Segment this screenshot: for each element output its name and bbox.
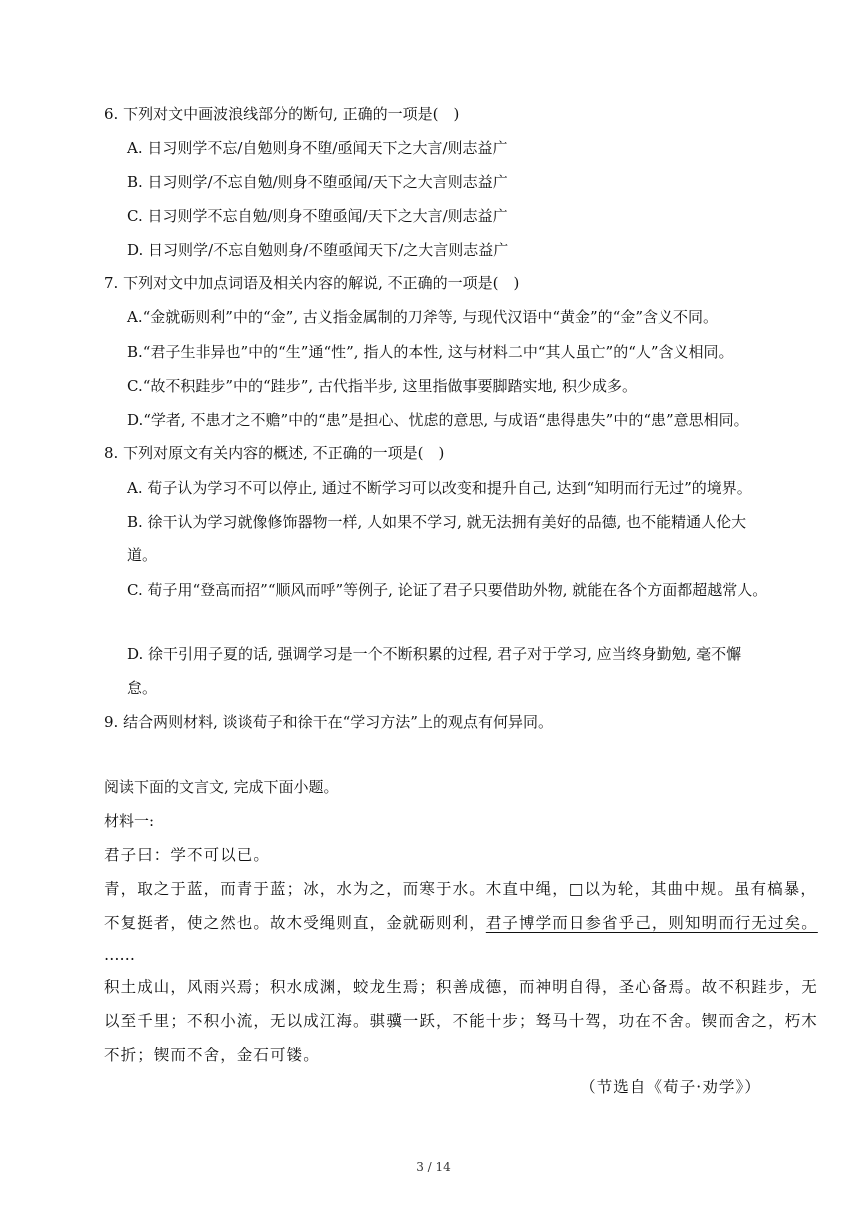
question-7-option-d: D.“学者, 不患才之不赡”中的“患”是担心、忧虑的意思, 与成语“患得患失”中的“患”意思相同。 (127, 411, 749, 429)
question-9-stem: 9. 结合两则材料, 谈谈荀子和徐干在“学习方法”上的观点有何异同。 (104, 713, 553, 731)
question-8-option-c: C. 荀子用“登高而招”“顺风而呼”等例子, 论证了君子只要借助外物, 就能在各个方面都超越常人。 (127, 581, 768, 599)
passage-line-3-plain: 不复挺者，使之然也。故木受绳则直，金就砺则利， (104, 914, 486, 932)
reading-instruction: 阅读下面的文言文, 完成下面小题。 (104, 778, 339, 796)
question-6-option-d: D. 日习则学/不忘自勉则身/不堕亟闻天下/之大言则志益广 (127, 241, 509, 259)
question-8-option-d: D. 徐干引用子夏的话, 强调学习是一个不断积累的过程, 君子对于学习, 应当终身勤勉, 毫不懈 (127, 645, 742, 663)
passage-line-3 (104, 913, 818, 933)
question-6-option-c: C. 日习则学不忘自勉/则身不堕亟闻/天下之大言/则志益广 (127, 207, 508, 225)
question-8-option-a: A. 荀子认为学习不可以停止, 通过不断学习可以改变和提升自己, 达到“知明而行无过”的境界。 (127, 479, 752, 497)
material-label: 材料一: (104, 812, 155, 830)
passage-ellipsis: …… (104, 946, 135, 964)
passage-line-2: 青，取之于蓝，而青于蓝；冰，水为之，而寒于水。木直中绳，□以为轮，其曲中规。虽有槁暴， (104, 880, 817, 898)
passage-source: （节选自《荀子·劝学》） (580, 1078, 761, 1096)
question-8-option-d-continued: 怠。 (127, 679, 158, 697)
question-7-option-c: C.“故不积跬步”中的“跬步”, 古代指半步, 这里指做事要脚踏实地, 积少成多。 (127, 377, 637, 395)
passage-line-5: 以至千里；不积小流，无以成江海。骐骥一跃，不能十步；驽马十驾，功在不舍。锲而舍之，朽木 (104, 1012, 818, 1030)
passage-wavy-underlined-sentence: 君子博学而日参省乎己，则知明而行无过矣。 (485, 914, 818, 932)
question-7-option-a: A.“金就砺则利”中的“金”, 古义指金属制的刀斧等, 与现代汉语中“黄金”的“金”含义不同。 (127, 308, 719, 326)
question-6-stem: 6. 下列对文中画波浪线部分的断句, 正确的一项是( ) (104, 105, 460, 123)
passage-line-4: 积土成山，风雨兴焉；积水成渊，蛟龙生焉；积善成德，而神明自得，圣心备焉。故不积跬步，无 (104, 978, 818, 996)
question-7-option-b: B.“君子生非异也”中的“生”通“性”, 指人的本性, 这与材料二中“其人虽亡”的“人”含义相同。 (127, 343, 734, 361)
passage-line-6: 不折；锲而不舍，金石可镂。 (104, 1046, 320, 1064)
question-7-stem: 7. 下列对文中加点词语及相关内容的解说, 不正确的一项是( ) (104, 274, 520, 292)
question-6-option-b: B. 日习则学/不忘自勉/则身不堕亟闻/天下之大言则志益广 (127, 173, 508, 191)
question-8-option-b: B. 徐干认为学习就像修饰器物一样, 人如果不学习, 就无法拥有美好的品德, 也不能精通人伦大 (127, 513, 747, 531)
question-8-option-b-continued: 道。 (127, 546, 158, 564)
question-8-stem: 8. 下列对原文有关内容的概述, 不正确的一项是( ) (104, 444, 445, 462)
passage-line-1: 君子曰：学不可以已。 (104, 846, 271, 864)
question-6-option-a: A. 日习则学不忘/自勉则身不堕/亟闻天下之大言/则志益广 (127, 139, 508, 157)
page-number: 3 / 14 (416, 1160, 451, 1174)
